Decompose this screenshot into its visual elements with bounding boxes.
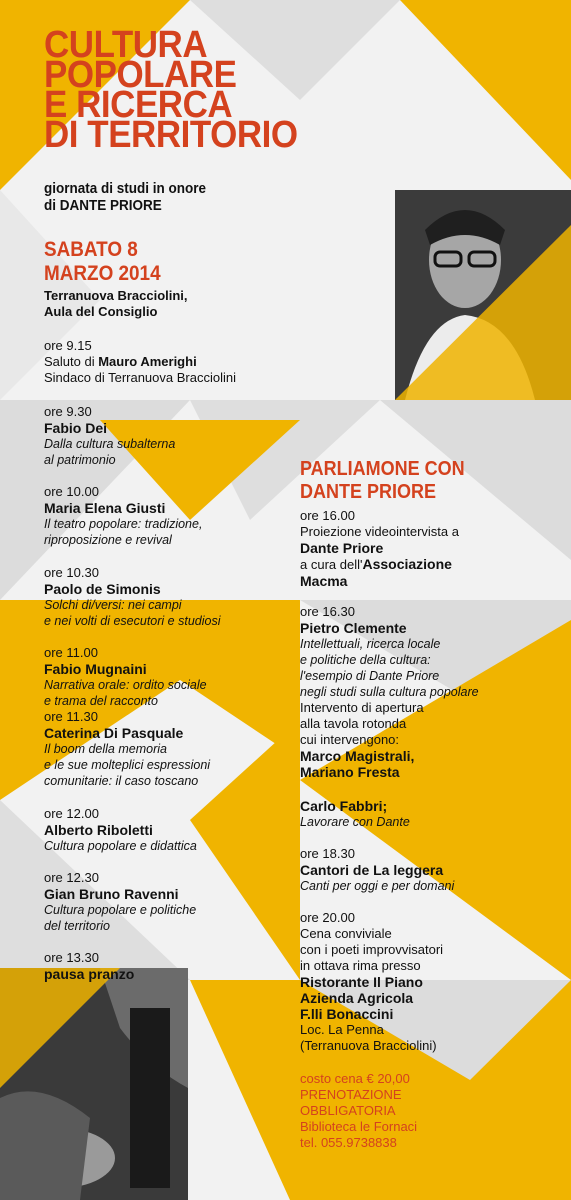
mugnaini-name: Fabio Mugnaini	[44, 661, 147, 677]
clemente-n-2: Mariano Fresta	[300, 764, 400, 780]
fabbri-name: Carlo Fabbri;	[300, 798, 388, 814]
section-title-line-1: PARLIAMONE CON	[300, 458, 465, 480]
clemente-desc-3: l'esempio di Dante Priore	[300, 669, 440, 683]
ravenni-name: Gian Bruno Ravenni	[44, 886, 179, 902]
event-venue	[44, 288, 188, 320]
title-line-4: DI TERRITORIO	[44, 114, 298, 156]
program-cantori	[300, 846, 454, 894]
ravenni-desc-1: Cultura popolare e politiche	[44, 903, 197, 917]
event-subtitle	[44, 180, 206, 214]
dei-time: ore 9.30	[44, 404, 92, 419]
pasquale-desc-2: e le sue molteplici espressioni	[44, 758, 211, 772]
bottom-photo	[0, 968, 188, 1200]
pasquale-name: Caterina Di Pasquale	[44, 725, 184, 741]
mugnaini-time: ore 11.00	[44, 645, 98, 660]
title-line-2: POPOLARE	[44, 54, 237, 96]
dinner-venue-3: F.lli Bonaccini	[300, 1006, 394, 1022]
dei-desc-1: Dalla cultura subalterna	[44, 437, 176, 451]
info-line-2: PRENOTAZIONE	[300, 1087, 402, 1102]
riboletti-time: ore 12.00	[44, 806, 99, 821]
pasquale-time: ore 11.30	[44, 709, 98, 724]
lunch-time: ore 13.30	[44, 950, 99, 965]
mugnaini-desc-1: Narrativa orale: ordito sociale	[44, 678, 207, 692]
dinner-venue-1: Ristorante Il Piano	[300, 974, 423, 990]
section-title-line-2: DANTE PRIORE	[300, 481, 437, 503]
dinner-time: ore 20.00	[300, 910, 355, 925]
riboletti-desc-1: Cultura popolare e didattica	[44, 839, 197, 853]
clemente-p-1: Intervento di apertura	[300, 700, 424, 715]
program-clemente	[300, 604, 479, 780]
giusti-desc-2: riproposizione e revival	[44, 533, 172, 547]
event-date	[44, 238, 161, 286]
dinner-line-5: (Terranuova Bracciolini)	[300, 1038, 437, 1053]
program-video	[300, 508, 459, 589]
venue-line-2: Aula del Consiglio	[44, 304, 158, 319]
pasquale-desc-3: comunitarie: il caso toscano	[44, 774, 199, 788]
video-time: ore 16.00	[300, 508, 355, 523]
simonis-name: Paolo de Simonis	[44, 581, 161, 597]
giusti-desc-1: Il teatro popolare: tradizione,	[44, 517, 203, 531]
portrait-photo	[395, 190, 571, 400]
subtitle-line-1: giornata di studi in onore	[44, 180, 206, 197]
date-line-2: MARZO 2014	[44, 262, 161, 285]
dinner-line-4: Loc. La Penna	[300, 1022, 384, 1037]
subtitle-line-2: di DANTE PRIORE	[44, 197, 162, 214]
program-fabbri	[300, 798, 410, 830]
clemente-time: ore 16.30	[300, 604, 355, 619]
program-dinner	[300, 910, 443, 1054]
program-lunch	[44, 950, 134, 982]
lunch-label: pausa pranzo	[44, 966, 135, 982]
mugnaini-desc-2: e trama del racconto	[44, 694, 158, 708]
video-line-2-prefix: a cura dell'	[300, 557, 363, 572]
video-assoc-1: Associazione	[362, 556, 452, 572]
venue-line-1: Terranuova Bracciolini,	[44, 288, 188, 303]
info-line-4: Biblioteca le Fornaci	[300, 1119, 418, 1134]
video-line-1: Proiezione videointervista a	[300, 524, 459, 539]
info-line-1: costo cena € 20,00	[300, 1071, 410, 1086]
simonis-desc-2: e nei volti di esecutori e studiosi	[44, 614, 221, 628]
pasquale-desc-1: Il boom della memoria	[44, 742, 167, 756]
dei-name: Fabio Dei	[44, 420, 108, 436]
dinner-line-3: in ottava rima presso	[300, 958, 421, 973]
clemente-n-1: Marco Magistrali,	[300, 748, 415, 764]
dei-desc-2: al patrimonio	[44, 453, 116, 467]
event-title	[44, 24, 298, 156]
clemente-p-2: alla tavola rotonda	[300, 716, 407, 731]
program-dei	[44, 404, 175, 468]
program-riboletti	[44, 806, 197, 854]
dinner-line-2: con i poeti improvvisatori	[300, 942, 444, 957]
clemente-desc-2: e politiche della cultura:	[300, 653, 431, 667]
clemente-desc-1: Intellettuali, ricerca locale	[300, 637, 441, 651]
program-simonis	[44, 565, 220, 629]
program-ravenni	[44, 870, 196, 934]
title-line-3: E RICERCA	[44, 84, 233, 126]
date-line-1: SABATO 8	[44, 238, 138, 261]
info-line-3: OBBLIGATORIA	[300, 1103, 396, 1118]
booking-info	[300, 1071, 417, 1151]
clemente-desc-4: negli studi sulla cultura popolare	[300, 685, 479, 699]
opening-speaker	[44, 354, 236, 370]
riboletti-name: Alberto Riboletti	[44, 822, 153, 838]
giusti-time: ore 10.00	[44, 484, 99, 499]
opening-prefix: Saluto di	[44, 354, 99, 369]
afternoon-section-title	[300, 458, 465, 504]
cantori-desc: Canti per oggi e per domani	[300, 879, 455, 893]
title-line-1: CULTURA	[44, 24, 208, 66]
video-assoc-2: Macma	[300, 573, 348, 589]
ravenni-time: ore 12.30	[44, 870, 99, 885]
program-opening	[44, 338, 236, 386]
info-line-5: tel. 055.9738838	[300, 1135, 397, 1150]
program-giusti	[44, 484, 202, 548]
fabbri-desc: Lavorare con Dante	[300, 815, 410, 829]
dinner-line-1: Cena conviviale	[300, 926, 392, 941]
simonis-desc-1: Solchi di/versi: nei campi	[44, 598, 182, 612]
clemente-name: Pietro Clemente	[300, 620, 407, 636]
clemente-p-3: cui intervengono:	[300, 732, 400, 747]
giusti-name: Maria Elena Giusti	[44, 500, 166, 516]
opening-time: ore 9.15	[44, 338, 92, 353]
ravenni-desc-2: del territorio	[44, 919, 110, 933]
cantori-time: ore 18.30	[300, 846, 355, 861]
simonis-time: ore 10.30	[44, 565, 99, 580]
program-mugnaini	[44, 645, 210, 789]
video-name: Dante Priore	[300, 540, 384, 556]
cantori-name: Cantori de La leggera	[300, 862, 444, 878]
video-line-2	[300, 556, 459, 573]
opening-name: Mauro Amerighi	[98, 354, 197, 369]
opening-role: Sindaco di Terranuova Bracciolini	[44, 370, 236, 385]
dinner-venue-2: Azienda Agricola	[300, 990, 414, 1006]
